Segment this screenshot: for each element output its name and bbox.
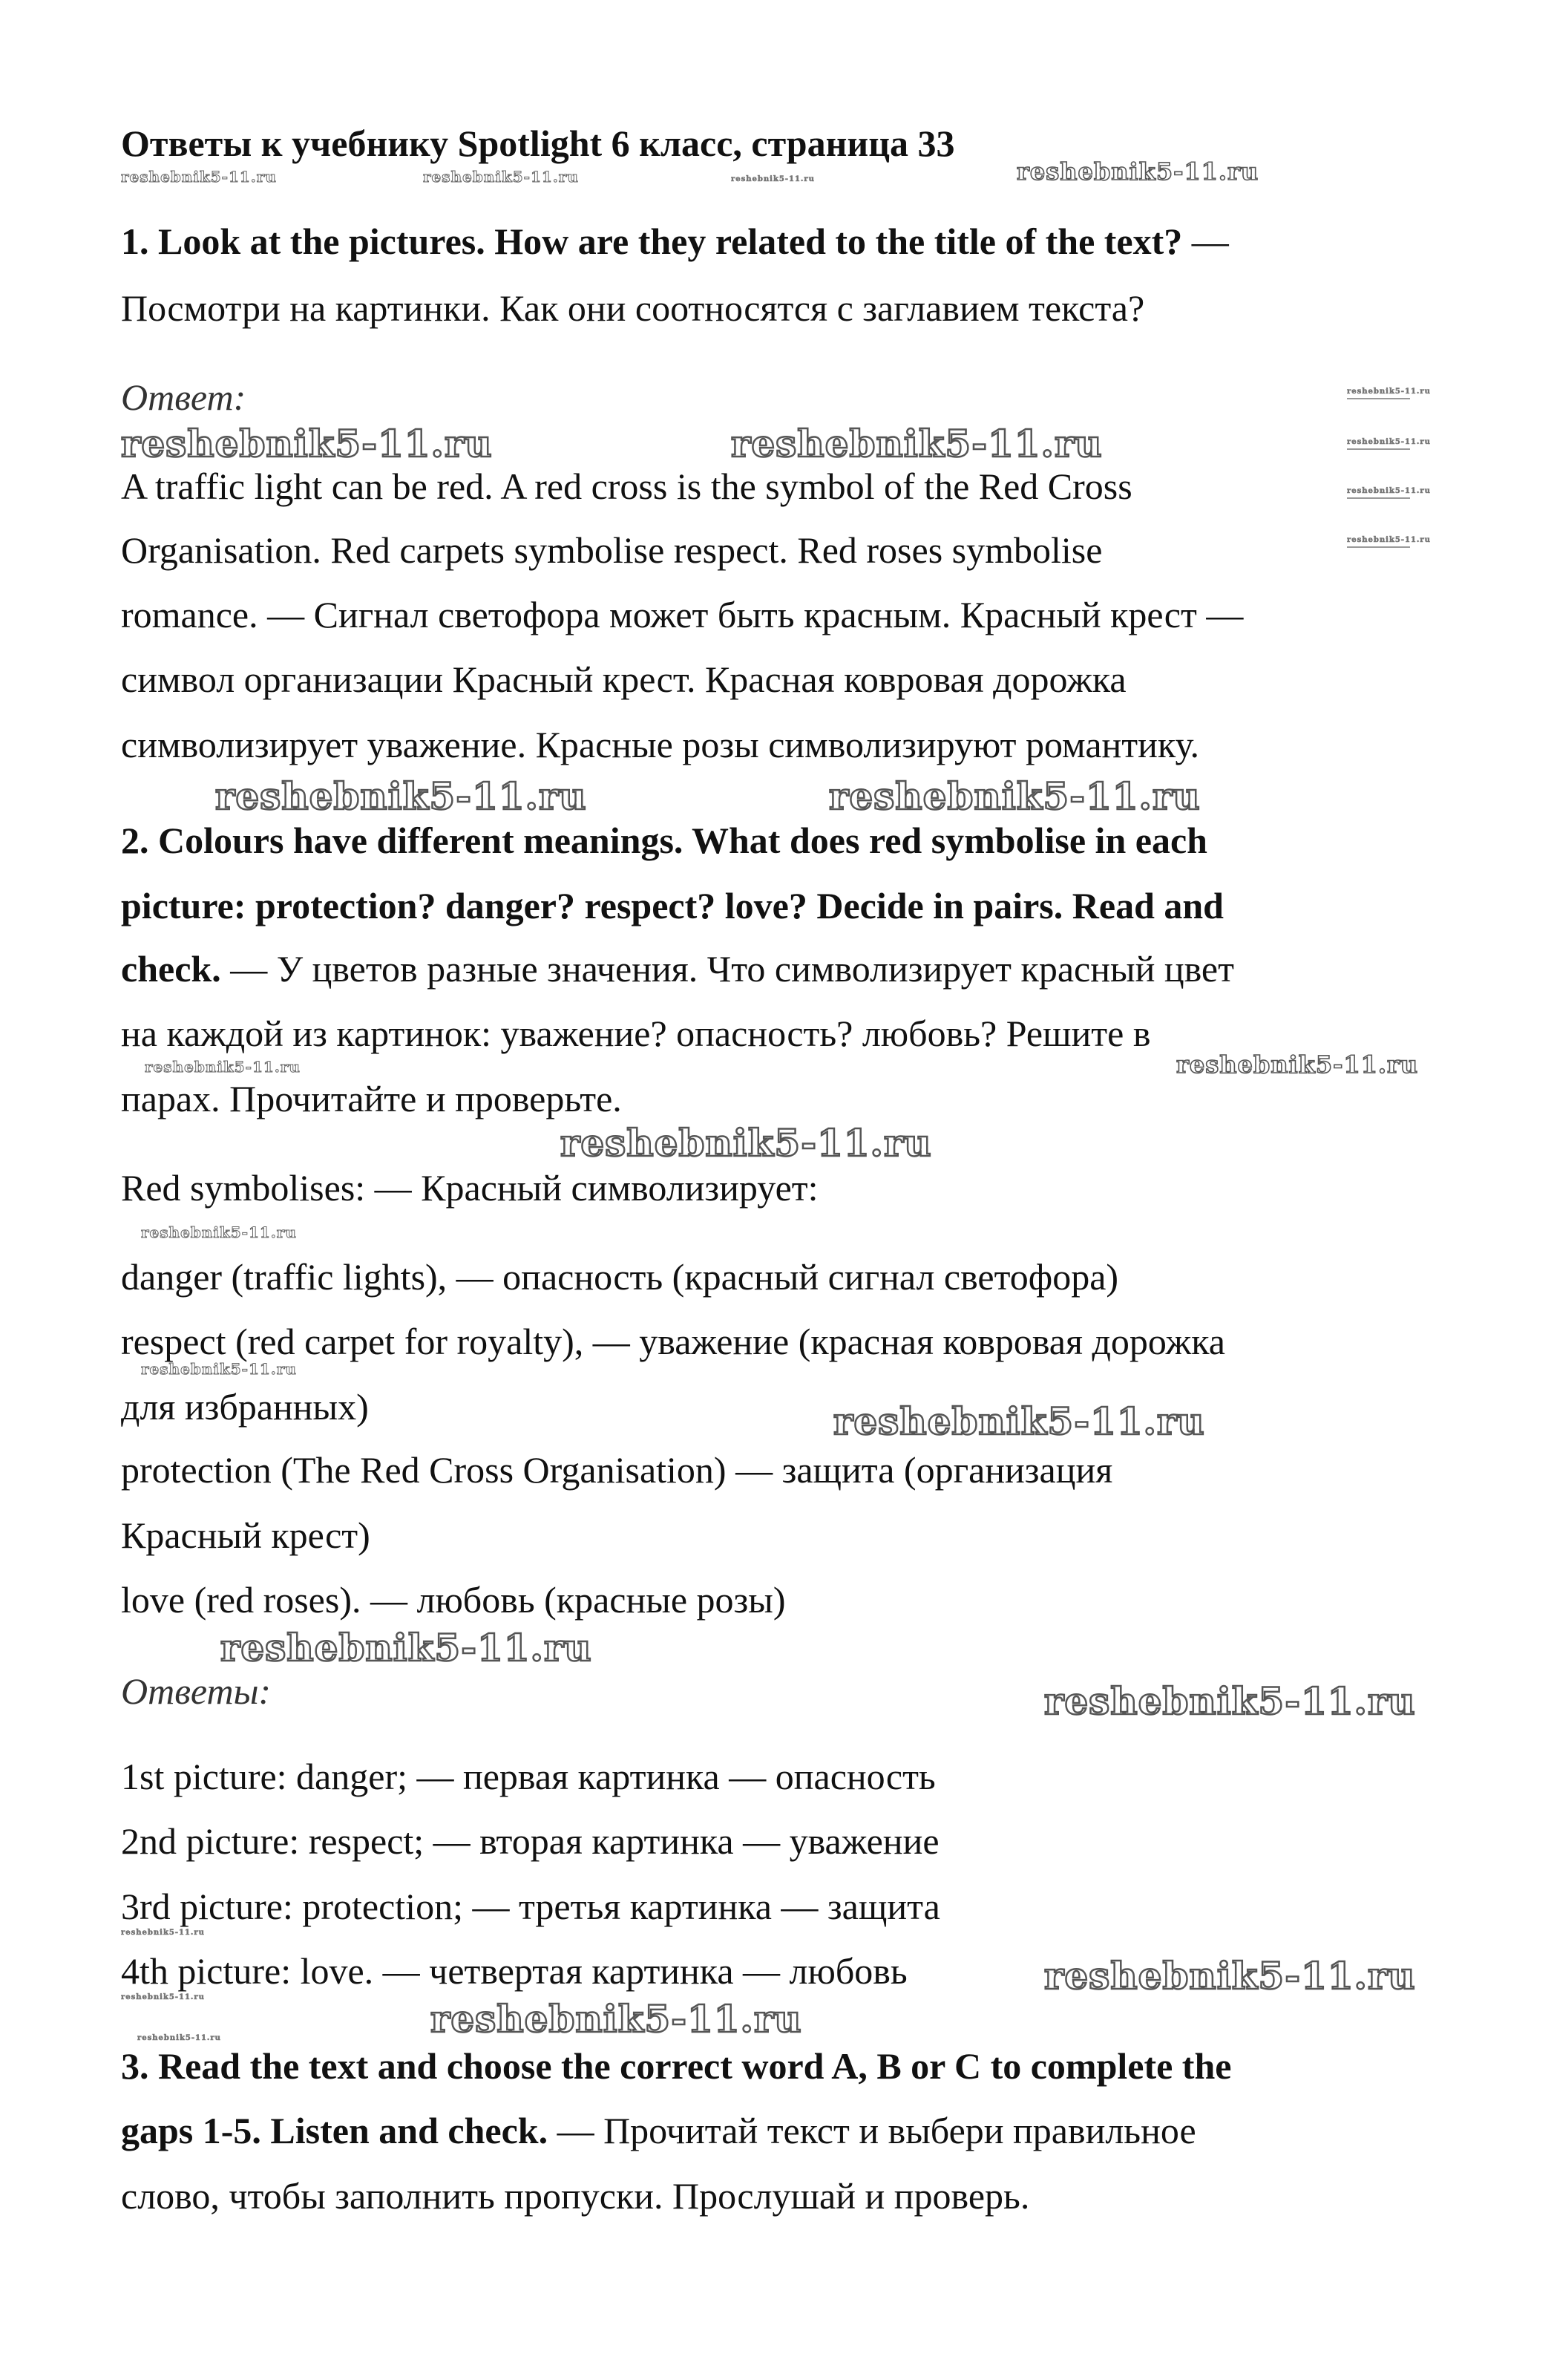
q1-answer-line: Organisation. Red carpets symbolise respect. Red roses symbolise [121,529,1103,571]
q1-question-ru: Посмотри на картинки. Как они соотносятся с заглавием текста? [121,287,1145,329]
q1-question [121,220,1229,262]
q2-body-line: Красный крест) [121,1514,370,1556]
watermark: reshebnik5-11.ru [731,422,1103,465]
q2-answer-line: 4th picture: love. — четвертая картинка — любовь [121,1950,908,1992]
watermark: reshebnik5-11.ru [220,1626,592,1670]
watermark: reshebnik5-11.ru [1347,388,1431,396]
watermark: reshebnik5-11.ru [141,1360,297,1378]
q2-body-line: Red symbolises: — Красный символизирует: [121,1167,819,1209]
watermark: reshebnik5-11.ru [145,1058,301,1076]
watermark: reshebnik5-11.ru [141,1223,297,1241]
q2-question-line: picture: protection? danger? respect? love? Decide in pairs. Read and [121,885,1224,926]
q2-body-line: protection (The Red Cross Organisation) — защита (организация [121,1449,1113,1491]
q3-question-line [121,2112,1196,2149]
watermark: reshebnik5-11.ru [121,168,277,186]
watermark: reshebnik5-11.ru [1347,438,1431,446]
q2-body-line: respect (red carpet for royalty), — уважение (красная ковровая дорожка [121,1321,1225,1362]
q2-answer-line: 1st picture: danger; — первая картинка — опасность [121,1756,936,1797]
q3-question-line: 3. Read the text and choose the correct word A, B or C to complete the [121,2045,1232,2087]
q1-answer-label: Ответ: [121,376,246,418]
watermark-rule [1347,546,1410,548]
q1-question-bold: 1. Look at the pictures. How are they related to the title of the text? [121,220,1183,262]
q1-answer-line: romance. — Сигнал светофора может быть красным. Красный крест — [121,594,1244,635]
watermark: reshebnik5-11.ru [731,175,815,183]
q2-question-line: 2. Colours have different meanings. What does red symbolise in each [121,820,1207,861]
watermark: reshebnik5-11.ru [121,1993,205,2001]
q3-question-ru: — Прочитай текст и выбери правильное [548,2110,1196,2151]
q2-question-line [121,948,1234,990]
watermark: reshebnik5-11.ru [1347,487,1431,495]
q2-body-line: danger (traffic lights), — опасность (красный сигнал светофора) [121,1256,1119,1298]
q1-answer-line: символизирует уважение. Красные розы символизируют романтику. [121,724,1199,765]
watermark-rule [1347,398,1410,399]
q2-answers-label: Ответы: [121,1670,272,1712]
q1-question-dash: — [1182,220,1229,262]
watermark: reshebnik5-11.ru [1347,536,1431,544]
watermark: reshebnik5-11.ru [1044,1679,1416,1723]
watermark: reshebnik5-11.ru [137,2034,221,2042]
watermark: reshebnik5-11.ru [423,168,579,186]
q3-question-line: слово, чтобы заполнить пропуски. Прослушай и проверь. [121,2175,1030,2217]
q2-answer-line: 2nd picture: respect; — вторая картинка — уважение [121,1820,940,1862]
q2-question-ru: — У цветов разные значения. Что символизирует красный цвет [220,948,1234,990]
watermark: reshebnik5-11.ru [1044,1954,1416,1998]
watermark-rule [1347,448,1410,450]
q3-question-bold: gaps 1-5. Listen and check. [121,2110,548,2151]
watermark: reshebnik5-11.ru [121,422,493,465]
watermark: reshebnik5-11.ru [215,774,587,818]
q2-body-line: для избранных) [121,1386,369,1428]
q1-answer-line: символ организации Красный крест. Красная ковровая дорожка [121,658,1127,700]
watermark: reshebnik5-11.ru [829,774,1201,818]
q2-question-line: на каждой из картинок: уважение? опасность? любовь? Решите в [121,1013,1151,1054]
q2-question-line: парах. Прочитайте и проверьте. [121,1078,622,1119]
q1-answer-line: A traffic light can be red. A red cross is the symbol of the Red Cross [121,465,1132,507]
page-title: Ответы к учебнику Spotlight 6 класс, страница 33 [121,122,955,164]
watermark-rule [1347,497,1410,499]
q2-answer-line: 3rd picture: protection; — третья картинка — защита [121,1886,940,1927]
watermark: reshebnik5-11.ru [430,1997,802,2041]
watermark: reshebnik5-11.ru [121,1929,205,1937]
watermark: reshebnik5-11.ru [833,1399,1205,1443]
q2-body-line: love (red roses). — любовь (красные розы) [121,1579,786,1621]
watermark: reshebnik5-11.ru [1017,157,1259,186]
watermark: reshebnik5-11.ru [1176,1050,1419,1079]
watermark: reshebnik5-11.ru [560,1121,932,1165]
q2-question-check: check. [121,948,221,990]
